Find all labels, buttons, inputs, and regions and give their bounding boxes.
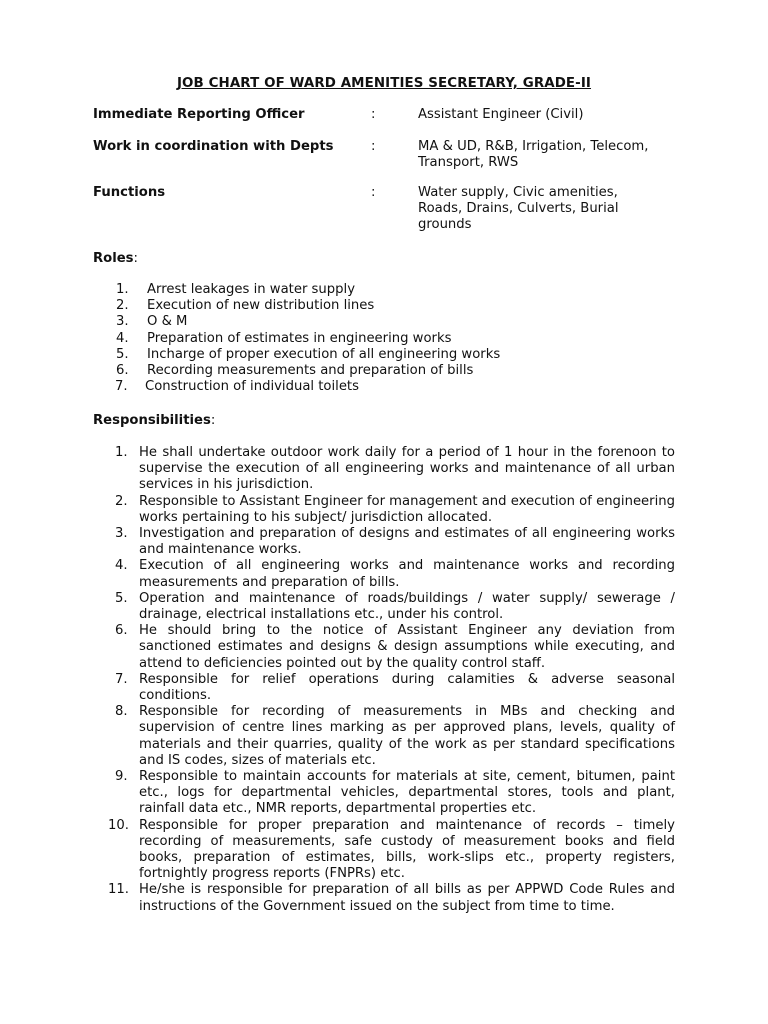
list-item bbox=[93, 445, 675, 494]
list-text: Execution of new distribution lines bbox=[147, 298, 375, 314]
field-value: Assistant Engineer (Civil) bbox=[418, 107, 584, 122]
list-number: 2. bbox=[115, 493, 128, 509]
responsibilities-heading-text: Responsibilities bbox=[93, 413, 211, 428]
list-text: Responsible to maintain accounts for materials at site, cement, bitumen, paint etc., logs for departmental vehicles, departmental stores, tools and plant, rainfall data etc., NMR reports, departmental properties etc. bbox=[139, 769, 675, 817]
responsibilities-list bbox=[93, 445, 675, 915]
list-number: 5. bbox=[115, 590, 128, 606]
list-number: 6. bbox=[115, 623, 128, 639]
list-number: 1. bbox=[115, 445, 128, 460]
list-number: 1. bbox=[116, 282, 129, 297]
list-text: Incharge of proper execution of all engineering works bbox=[147, 346, 501, 362]
list-number: 7. bbox=[115, 671, 128, 687]
list-item bbox=[93, 672, 675, 704]
list-text: Recording measurements and preparation of bills bbox=[147, 362, 474, 378]
list-number: 5. bbox=[116, 346, 129, 362]
field-label: Functions bbox=[93, 185, 166, 200]
roles-heading bbox=[93, 251, 138, 267]
list-number: 4. bbox=[115, 558, 128, 574]
field-colon: : bbox=[371, 107, 376, 122]
list-text: Construction of individual toilets bbox=[145, 379, 359, 395]
roles-heading-colon: : bbox=[133, 251, 138, 266]
responsibilities-heading bbox=[93, 413, 215, 429]
list-text: Responsible for recording of measurements in MBs and checking and supervision of centre lines marking as per approved plans, levels, quality of materials and their quarries, quality of the work as per standard specifications and IS codes, sizes of materials etc. bbox=[139, 704, 675, 768]
list-item bbox=[93, 494, 675, 526]
document-title: JOB CHART OF WARD AMENITIES SECRETARY, GRADE-II bbox=[176, 76, 592, 91]
list-text: Arrest leakages in water supply bbox=[147, 282, 355, 297]
list-number: 8. bbox=[115, 704, 128, 720]
list-number: 4. bbox=[116, 330, 129, 346]
list-number: 6. bbox=[116, 362, 129, 378]
list-text: O & M bbox=[147, 314, 188, 330]
field-value: Water supply, Civic amenities, Roads, Drains, Culverts, Burial grounds bbox=[418, 185, 619, 233]
field-label: Work in coordination with Depts bbox=[93, 139, 334, 154]
list-text: Investigation and preparation of designs and estimates of all engineering works and maintenance works. bbox=[139, 526, 675, 558]
field-colon: : bbox=[371, 185, 376, 200]
list-text: He shall undertake outdoor work daily for a period of 1 hour in the forenoon to supervise the execution of all engineering works and maintenance of all urban services in his jurisdiction. bbox=[139, 445, 675, 493]
list-text: Operation and maintenance of roads/buildings / water supply/ sewerage / drainage, electrical installations etc., under his control. bbox=[139, 590, 675, 623]
list-item bbox=[93, 623, 675, 672]
responsibilities-heading-colon: : bbox=[210, 413, 216, 428]
field-value: MA & UD, R&B, Irrigation, Telecom, Transport, RWS bbox=[418, 139, 649, 171]
list-item bbox=[93, 882, 675, 914]
field-colon: : bbox=[371, 139, 376, 154]
list-item bbox=[93, 704, 675, 769]
list-text: Execution of all engineering works and maintenance works and recording measurements and preparation of bills. bbox=[139, 558, 675, 590]
list-item bbox=[93, 591, 675, 623]
list-number: 9. bbox=[115, 769, 128, 785]
list-item bbox=[93, 558, 675, 590]
list-item bbox=[93, 526, 675, 558]
list-number: 10. bbox=[108, 817, 129, 833]
roles-heading-text: Roles bbox=[93, 251, 134, 266]
list-number: 7. bbox=[115, 379, 128, 395]
list-item bbox=[93, 769, 675, 818]
list-text: Preparation of estimates in engineering works bbox=[147, 330, 452, 346]
list-text: He/she is responsible for preparation of all bills as per APPWD Code Rules and instructions of the Government issued on the subject from time to time. bbox=[139, 882, 675, 914]
list-number: 3. bbox=[116, 314, 129, 330]
list-text: Responsible for relief operations during calamities & adverse seasonal conditions. bbox=[139, 671, 675, 704]
list-number: 3. bbox=[115, 526, 128, 542]
list-text: He should bring to the notice of Assistant Engineer any deviation from sanctioned estimates and designs & design assumptions while executing, and attend to deficiencies pointed out by the quality control staff. bbox=[139, 623, 675, 671]
list-number: 2. bbox=[116, 298, 129, 314]
list-text: Responsible for proper preparation and maintenance of records – timely recording of measurements, safe custody of measurement books and field books, preparation of estimates, bills, work-slips etc., property registers, fortnightly progress reports (FNPRs) etc. bbox=[139, 817, 675, 882]
field-label: Immediate Reporting Officer bbox=[93, 107, 305, 122]
list-item bbox=[93, 818, 675, 883]
list-number: 11. bbox=[108, 882, 129, 898]
list-text: Responsible to Assistant Engineer for management and execution of engineering works pertaining to his subject/ jurisdiction allocated. bbox=[139, 493, 675, 525]
